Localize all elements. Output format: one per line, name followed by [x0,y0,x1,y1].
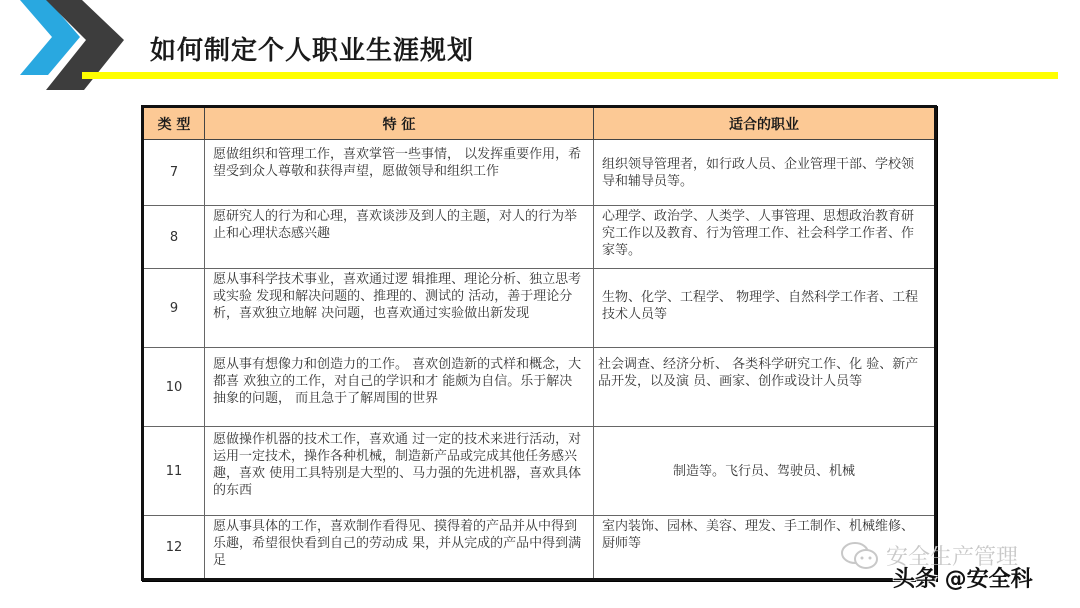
careers-cell: 室内装饰、园林、美容、理发、手工制作、机械维修、厨师等 [594,516,936,580]
table-row [143,516,936,580]
type-cell: 7 [143,140,205,206]
table-row [143,348,936,427]
feature-cell: 愿从事具体的工作，喜欢制作看得见、摸得着的产品并从中得到乐趣，希望很快看到自己的劳动成 果，并从完成的产品中得到满足 [205,516,594,580]
table-row [143,140,936,206]
table-header-row [143,107,936,140]
careers-cell: 心理学、政治学、人类学、人事管理、思想政治教育研究工作以及教育、行为管理工作、社会科学工作者、作家等。 [594,206,936,269]
header-careers: 适合的职业 [594,107,936,140]
header-type: 类 型 [143,107,205,140]
page-title: 如何制定个人职业生涯规划 [150,36,475,66]
feature-cell: 愿研究人的行为和心理，喜欢谈涉及到人的主题，对人的行为举止和心理状态感兴趣 [205,206,594,269]
feature-cell: 愿做操作机器的技术工作，喜欢通 过一定的技术来进行活动，对运用一定技术，操作各种机械，制造新产品或完成其他任务感兴趣，喜欢 使用工具特别是大型的、马力强的先进机器，喜欢具体的东西 [205,427,594,516]
type-cell: 11 [143,427,205,516]
chevron-logo-icon [0,0,140,95]
careers-cell: 制造等。飞行员、驾驶员、机械 [594,427,936,516]
wechat-icon [840,541,880,571]
title-underline [82,72,1058,79]
feature-cell: 愿从事有想像力和创造力的工作。 喜欢创造新的式样和概念，大都喜 欢独立的工作，对自己的学识和才 能颇为自信。乐于解决抽象的问题， 而且急于了解周围的世界 [205,348,594,427]
type-cell: 10 [143,348,205,427]
table-row [143,206,936,269]
type-cell: 12 [143,516,205,580]
careers-cell: 组织领导管理者，如行政人员、企业管理干部、学校领导和辅导员等。 [594,140,936,206]
table-row [143,269,936,348]
wechat-account-name: 安全生产管理 [886,545,1019,570]
feature-cell: 愿从事科学技术事业，喜欢通过逻 辑推理、理论分析、独立思考或实验 发现和解决问题的、推理的、测试的 活动，善于理论分析，喜欢独立地解 决问题，也喜欢通过实验做出新发现 [205,269,594,348]
type-cell: 9 [143,269,205,348]
table-row [143,427,936,516]
careers-cell: 社会调查、经济分析、 各类科学研究工作、化 验、新产品开发，以及演 员、画家、创作或设计人员等 [594,348,936,427]
toutiao-watermark: 头条 @安全科 [893,567,1033,592]
careers-cell: 生物、化学、工程学、 物理学、自然科学工作者、工程技术人员等 [594,269,936,348]
header-feature: 特 征 [205,107,594,140]
type-cell: 8 [143,206,205,269]
career-type-table [141,105,937,581]
feature-cell: 愿做组织和管理工作，喜欢掌管一些事情， 以发挥重要作用，希望受到众人尊敬和获得声望，愿做领导和组织工作 [205,140,594,206]
